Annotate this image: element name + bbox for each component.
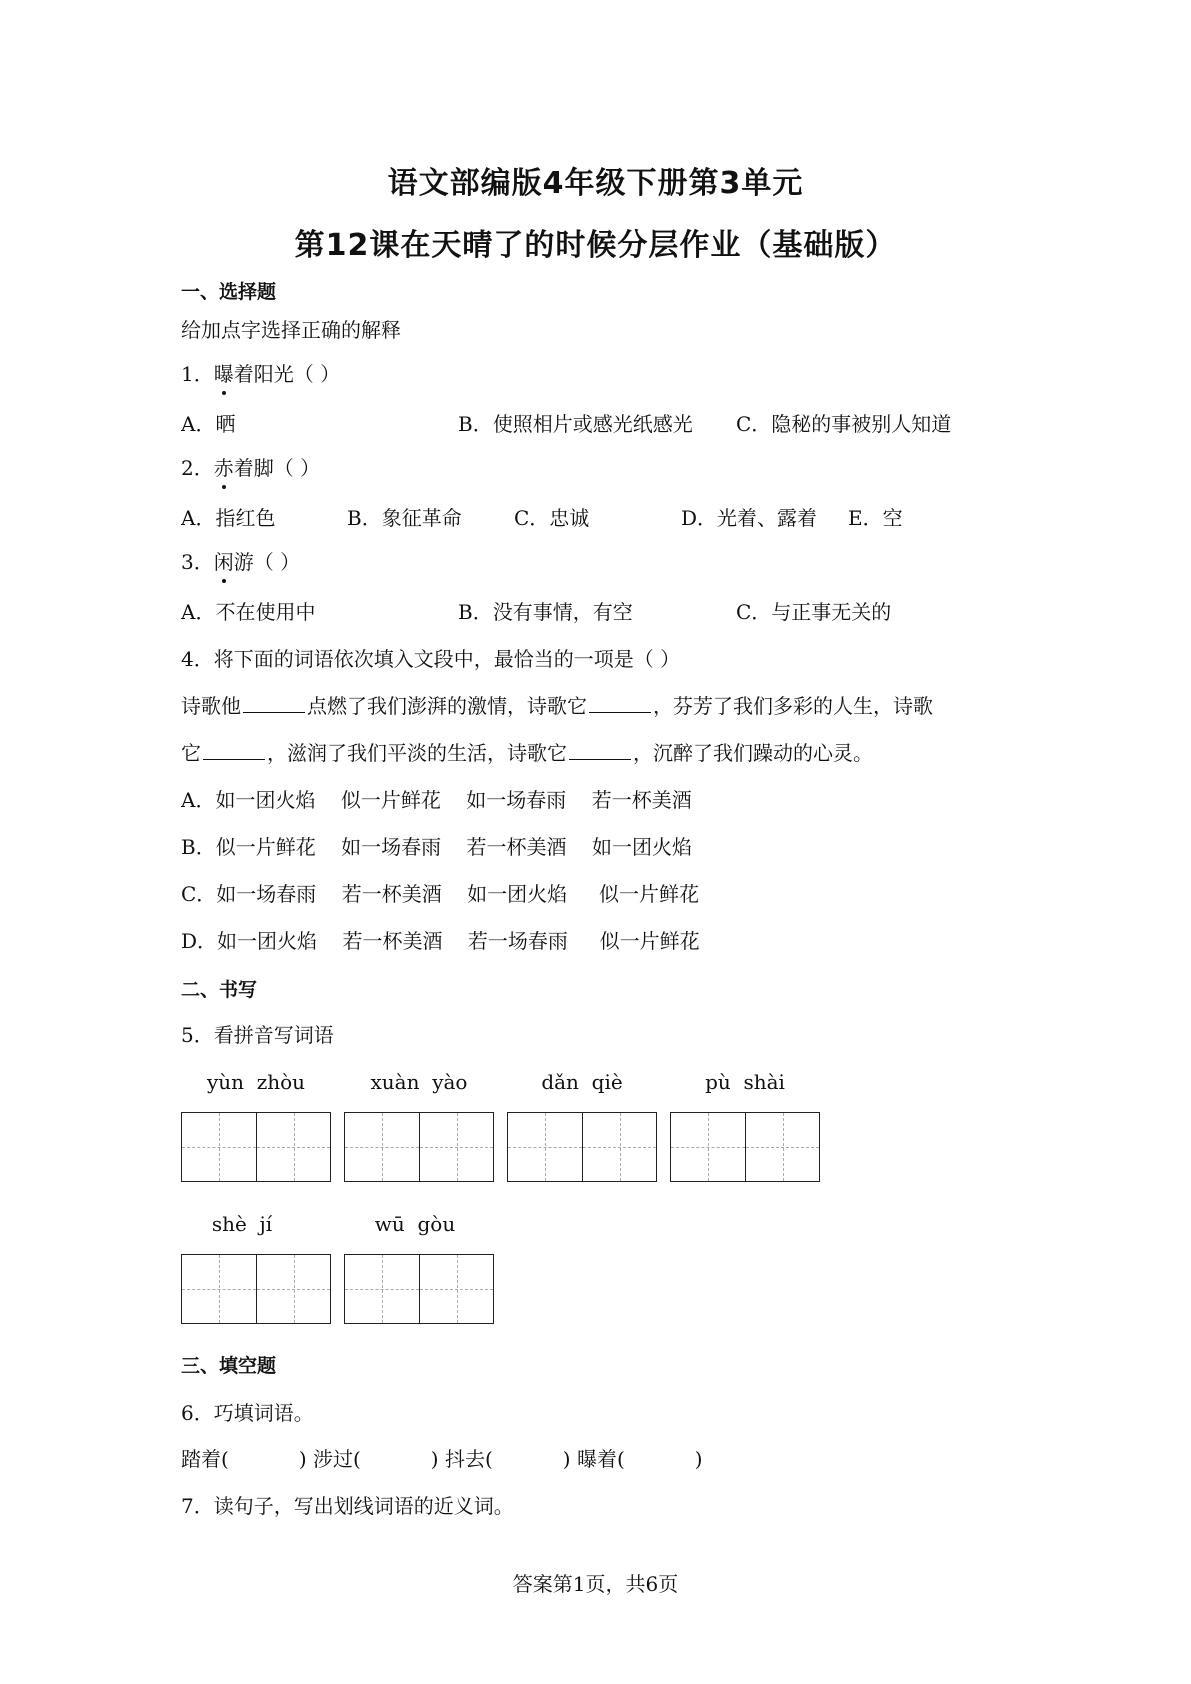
q6-word: 踏着( [181,1447,229,1471]
tianzige-box[interactable] [344,1254,494,1324]
page-title-line2: 第12课在天晴了的时候分层作业（基础版） [294,228,897,263]
fill-blank [589,692,651,713]
passage-text: 诗歌他 [181,694,241,718]
section-heading-writing: 二、书写 [181,979,258,1001]
q4-option-d: D．如一团火焰 若一杯美酒 若一场春雨 似一片鲜花 [181,929,700,953]
q4-passage-line1 [181,690,933,719]
q6-items [181,1443,703,1472]
q4-passage-line2 [181,737,873,766]
section-heading-choice: 一、选择题 [181,281,277,303]
q2-option-d: D．光着、露着 [681,506,818,530]
q2-num: 2． [181,456,214,480]
question-2 [181,452,320,481]
tianzige-box[interactable] [344,1112,494,1182]
passage-text: ，滋润了我们平淡的生活，诗歌它 [267,741,567,765]
q2-dot-char: 赤 [214,452,234,481]
passage-text: ，芬芳了我们多彩的人生，诗歌 [653,694,933,718]
pinyin-label: yùn zhòu [206,1070,306,1094]
passage-text: 它 [181,741,201,765]
q6-word: 曝着( [576,1447,625,1471]
passage-text: 点燃了我们澎湃的激情，诗歌它 [307,694,587,718]
q4-option-c: C．如一场春雨 若一杯美酒 如一团火焰 似一片鲜花 [181,882,699,906]
instruction: 给加点字选择正确的解释 [181,318,401,342]
q3-option-b: B．没有事情，有空 [458,600,633,624]
q3-option-c: C．与正事无关的 [736,600,892,624]
q6-paren-close: ) [298,1447,307,1471]
question-6: 6．巧填词语。 [181,1401,314,1425]
q1-dot-char: 曝 [214,358,234,387]
q1-option-a: A．晒 [181,412,236,436]
q1-num: 1． [181,362,214,386]
q1-rest: 着阳光（ ） [233,362,341,386]
question-5: 5．看拼音写词语 [181,1023,334,1047]
q1-option-c: C．隐秘的事被别人知道 [736,412,952,436]
question-1 [181,358,340,387]
tianzige-box[interactable] [507,1112,657,1182]
q2-rest: 着脚（ ） [233,456,321,480]
pinyin-label: wū gòu [374,1212,456,1236]
q6-paren-close: ) [694,1447,703,1471]
pinyin-label: dǎn qiè [541,1070,623,1094]
q3-dot-char: 闲 [214,546,234,575]
passage-text: ，沉醉了我们躁动的心灵。 [633,741,873,765]
q2-option-c: C．忠诚 [514,506,590,530]
question-7: 7．读句子，写出划线词语的近义词。 [181,1494,514,1518]
q2-option-e: E．空 [848,506,903,530]
fill-blank [243,692,305,713]
question-3 [181,546,300,575]
q4-option-a: A．如一团火焰 似一片鲜花 如一场春雨 若一杯美酒 [181,788,692,812]
page-title-line1: 语文部编版4年级下册第3单元 [387,166,804,201]
q2-option-a: A．指红色 [181,506,276,530]
tianzige-box[interactable] [181,1112,331,1182]
pinyin-label: shè jí [211,1212,273,1236]
q6-paren-close: ) [430,1447,439,1471]
q1-option-b: B．使照相片或感光纸感光 [458,412,693,436]
q3-num: 3． [181,550,214,574]
q3-rest: 游（ ） [233,550,301,574]
tianzige-box[interactable] [670,1112,820,1182]
page-footer: 答案第1页，共6页 [512,1572,679,1596]
q6-word: 抖去( [444,1447,493,1471]
tianzige-box[interactable] [181,1254,331,1324]
fill-blank [203,739,265,760]
section-heading-fill: 三、填空题 [181,1355,277,1377]
q3-option-a: A．不在使用中 [181,600,316,624]
question-4-stem: 4．将下面的词语依次填入文段中，最恰当的一项是（ ） [181,647,681,671]
q6-word: 涉过( [312,1447,361,1471]
q6-paren-close: ) [562,1447,571,1471]
q4-option-b: B．似一片鲜花 如一场春雨 若一杯美酒 如一团火焰 [181,835,692,859]
pinyin-label: xuàn yào [370,1070,468,1094]
q2-option-b: B．象征革命 [347,506,462,530]
pinyin-label: pù shài [705,1070,785,1094]
fill-blank [569,739,631,760]
